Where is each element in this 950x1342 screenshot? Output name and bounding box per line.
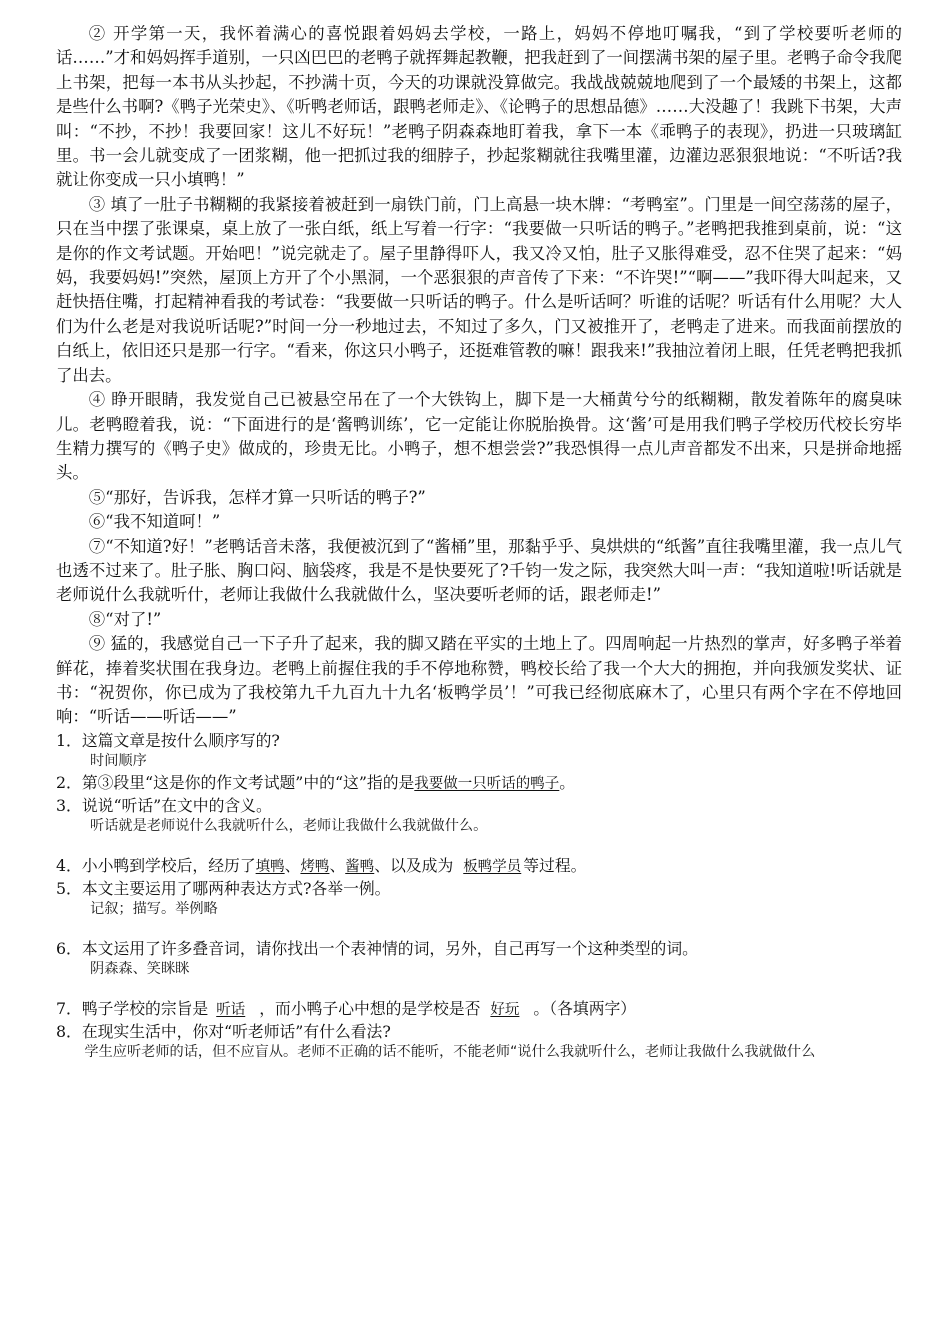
answer-8: 学生应听老师的话，但不应盲从。老师不正确的话不能听，不能老师“说什么我就听什么，老师让我做什么我就做什么 [84, 1043, 816, 1060]
answer-7a-blank: 听话 [216, 1001, 246, 1018]
worksheet-page [56, 22, 902, 1063]
paragraph-8: ⑧“对了!” [88, 609, 162, 629]
separator: 、 [284, 855, 301, 875]
question-2-end: 。 [559, 772, 576, 792]
question-7-end: 。（各填两字） [533, 998, 637, 1018]
paragraph-2: ② 开学第一天，我怀着满心的喜悦跟着妈妈去学校，一路上，妈妈不停地叮嘱我，“到了学校要听老师的话……”才和妈妈挥手道别，一只凶巴巴的老鸭子就挥舞起教鞭，把我赶到了一间摆满书架的屋子里。老鸭子命令我爬上书架，把每一本书从头抄起，不抄满十页，今天的功课就没算做完。我战战兢兢地爬到了一个最矮的书架上，这都是些什么书啊?《鸭子光荣史》、《听鸭老师话，跟鸭老师走》、《论鸭子的思想品德》……大没趣了！我跳下书架，大声叫：“不抄，不抄！我要回家！这儿不好玩！”老鸭子阴森森地盯着我，拿下一本《乖鸭子的表现》，扔进一只玻璃缸里。书一会儿就变成了一团浆糊，他一把抓过我的细脖子，抄起浆糊就往我嘴里灌，边灌边恶狠狠地说：“不听话?我就让你变成一只小填鸭！” [56, 24, 902, 190]
answer-4b-blank: 烤鸭 [300, 858, 330, 875]
question-7-mid: ，而小鸭子心中想的是学校是否 [259, 998, 481, 1018]
question-2 [56, 772, 902, 795]
answer-1: 时间顺序 [90, 752, 147, 769]
answer-4a-blank: 填鸭 [255, 858, 285, 875]
answer-2-blank: 我要做一只听话的鸭子 [414, 775, 560, 792]
question-5: 5．本文主要运用了哪两种表达方式?各举一例。 [56, 878, 391, 898]
question-4-mid: 、以及成为 [374, 855, 454, 875]
question-6: 6．本文运用了许多叠音词，请你找出一个表神情的词，另外，自己再写一个这种类型的词。 [56, 938, 698, 958]
question-7 [56, 998, 902, 1021]
question-7-text: 7．鸭子学校的宗旨是 [56, 998, 209, 1018]
answer-4c-blank: 酱鸭 [345, 858, 375, 875]
answer-5: 记叙；描写。举例略 [90, 900, 218, 917]
question-4 [56, 855, 902, 878]
paragraph-3: ③ 填了一肚子书糊糊的我紧接着被赶到一扇铁门前，门上高悬一块木牌：“考鸭室”。门里是一间空荡荡的屋子，只在当中摆了张课桌，桌上放了一张白纸，纸上写着一行字：“我要做一只听话的鸭子。”老鸭把我推到桌前，说：“这是你的作文考试题。开始吧！”说完就走了。屋子里静得吓人，我又冷又怕，肚子又胀得难受，忍不住哭了起来：“妈妈，我要妈妈!”突然，屋顶上方开了个小黑洞，一个恶狠狠的声音传了下来：“不许哭!”“啊——”我吓得大叫起来，又赶快捂住嘴，打起精神看我的考试卷：“我要做一只听话的鸭子。什么是听话呵？听谁的话呢？听话有什么用呢？大人们为什么老是对我说听话呢?”时间一分一秒地过去，不知过了多久，门又被推开了，老鸭走了进来。而我面前摆放的白纸上，依旧还只是那一行字。“看来，你这只小鸭子，还挺难管教的嘛！跟我来!”我抽泣着闭上眼，任凭老鸭把我抓了出去。 [56, 194, 902, 385]
answer-3: 听话就是老师说什么我就听什么，老师让我做什么我就做什么。 [90, 817, 488, 834]
question-2-text: 2．第③段里“这是你的作文考试题”中的“这”指的是 [56, 772, 415, 792]
question-1: 1．这篇文章是按什么顺序写的? [56, 730, 280, 750]
question-4-text: 4．小小鸭到学校后，经历了 [56, 855, 256, 875]
paragraph-6: ⑥“我不知道呵！” [88, 512, 221, 532]
question-3: 3．说说“听话”在文中的含义。 [56, 795, 272, 815]
paragraph-4: ④ 睁开眼睛，我发觉自己已被悬空吊在了一个大铁钩上，脚下是一大桶黄兮兮的纸糊糊，散发着陈年的腐臭味儿。老鸭瞪着我，说：“下面进行的是‘酱鸭训练’，它一定能让你脱胎换骨。这‘酱’可是用我们鸭子学校历代校长穷毕生精力撰写的《鸭子史》做成的，珍贵无比。小鸭子，想不想尝尝?”我恐惧得一点儿声音都发不出来，只是拼命地摇头。 [56, 390, 902, 483]
answer-6: 阴森森、笑眯眯 [90, 960, 190, 977]
paragraph-5: ⑤“那好，告诉我，怎样才算一只听话的鸭子?” [88, 487, 426, 507]
answer-7b-blank: 好玩 [490, 1001, 520, 1018]
answer-4d-blank: 板鸭学员 [463, 858, 522, 875]
separator: 、 [329, 855, 346, 875]
questions-section [56, 730, 902, 1063]
question-4-end: 等过程。 [523, 855, 587, 875]
paragraph-9: ⑨ 猛的，我感觉自己一下子升了起来，我的脚又踏在平实的土地上了。四周响起一片热烈的掌声，好多鸭子举着鲜花，捧着奖状围在我身边。老鸭上前握住我的手不停地称赞，鸭校长给了我一个大大的拥抱，并向我颁发奖状、证书：“祝贺你，你已成为了我校第九千九百九十九名‘板鸭学员’！”可我已经彻底麻木了，心里只有两个字在不停地回响：“听话——听话——” [56, 634, 902, 727]
question-8: 8．在现实生活中，你对“听老师话”有什么看法? [56, 1021, 391, 1041]
paragraph-7: ⑦“不知道?好！”老鸭话音未落，我便被沉到了“酱桶”里，那黏乎乎、臭烘烘的“纸酱”直往我嘴里灌，我一点儿气也透不过来了。肚子胀、胸口闷、脑袋疼，我是不是快要死了?千钧一发之际，我突然大叫一声：“我知道啦!听话就是老师说什么我就听什，老师让我做什么我就做什么，坚决要听老师的话，跟老师走!” [56, 536, 902, 605]
